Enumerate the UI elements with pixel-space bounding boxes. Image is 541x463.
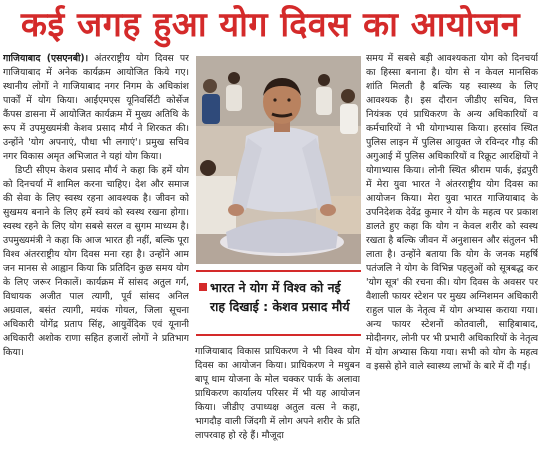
article-paragraph: डिप्टी सीएम केशव प्रसाद मौर्य ने कहा कि हमें योग को दिनचर्या में शामिल करना चाहिए। देश और समाज की सेवा के लिए स्वस्थ रहना आवश्यक है। जीवन को सुखमय बनाने के लिए हमें स्वयं को स्वस्थ रखना होगा। स्वस्थ रहने के लिए योग सबसे सरल व सुगम माध्यम है। उपमुख्यमंत्री ने कहा कि आज भारत ही नहीं, बल्कि पूरा विश्व अंतरराष्ट्रीय योग दिवस मना रहा है। उन्होंने आम जन मानस से आह्वान किया कि प्रतिदिन कुछ समय योग के लिए जरूर निकालें। कार्यक्रम में सांसद अतुल गर्ग, विधायक अजीत पाल त्यागी, पूर्व सांसद अनिल अग्रवाल, बसंत त्यागी, मयंक गोयल, जिला सूचना अधिकारी योगेंद्र प्रताप सिंह, आयुर्वेदिक एवं यूनानी अधिकारी अशोक राणा सहित हजारों लोगों ने प्रतिभाग किया। <box>3 165 189 358</box>
photo-caption <box>196 270 361 336</box>
yoga-photo-illustration <box>196 56 361 264</box>
headline: कई जगह हुआ योग दिवस का आयोजन <box>20 5 521 45</box>
yoga-photo <box>196 56 361 264</box>
caption-text: भारत ने योग में विश्व को नई राह दिखाई : केशव प्रसाद मौर्य <box>210 280 350 314</box>
dateline: गाजियाबाद (एसएनबी)। <box>3 53 89 64</box>
article-column-middle <box>195 345 360 460</box>
article-column-left <box>3 52 189 460</box>
article-paragraph: गाजियाबाद विकास प्राधिकरण ने भी विश्व योग दिवस का आयोजन किया। प्राधिकरण ने मधुबन बापू धाम योजना के मोल चक्कर पार्क के अलावा प्राधिकरण कार्यालय परिसर में भी यह आयोजन किया। जीडीए उपाध्यक्ष अतुल वत्स ने कहा, भागदौड़ वाली जिंदगी में लोग अपने शरीर के प्रति लापरवाह हो रहे हैं। मौजूदा <box>195 346 360 441</box>
article-paragraph <box>3 52 189 164</box>
caption-bullet <box>199 283 207 291</box>
article-paragraph: समय में सबसे बड़ी आवश्यकता योग को दिनचर्या का हिस्सा बनाना है। योग से न केवल मानसिक शांति मिलती है बल्कि यह स्वास्थ्य के लिए आवश्यक है। इस दौरान जीडीए सचिव, वित्त नियंत्रक एवं प्राधिकरण के अन्य अधिकारियों व कर्मचारियों ने भी योगाभ्यास किया। हरसांव स्थित पुलिस लाइन में पुलिस आयुक्त जे रविन्दर गौड़ की अगुआई में पुलिस अधिकारियों व रिक्रूट आरक्षियों ने योगाभ्यास किया। लोनी स्थित श्रीराम पार्क, इंद्रपुरी में मेरा युवा भारत ने अंतरराष्ट्रीय योग दिवस का आयोजन किया। मेरा युवा भारत गाजियाबाद के उपनिदेशक देवेंद्र कुमार ने योग के महत्व पर प्रकाश डालते हुए कहा कि योग न केवल शरीर को स्वस्थ रखता है बल्कि जीवन में अनुशासन और संतुलन भी लाता है। उन्होंने बताया कि योग के जनक महर्षि पतंजलि ने योग के विभिन्न पहलुओं को सूत्रबद्ध कर 'योग सूत्र' की रचना की। योग दिवस के अवसर पर वैशाली फायर स्टेशन पर मुख्य अग्निशमन अधिकारी राहुल पाल के नेतृत्व में योग अभ्यास कराया गया। अन्य फायर स्टेशनों कोतवाली, साहिबाबाद, मोदीनगर, लोनी पर भी प्रभारी अधिकारियों के नेतृत्व में योग अभ्यास किया गया। सभी को योग के महत्व व इससे होने वाले स्वास्थ्य लाभों के बारे में दी गई। <box>366 53 538 372</box>
article-column-right <box>366 52 538 460</box>
paragraph-text: अंतरराष्ट्रीय योग दिवस पर गाजियाबाद में अनेक कार्यक्रम आयोजित किये गए। स्थानीय लोगों ने गाजियाबाद नगर निगम के अधिकांश पार्कों में योग किया। आईएमएस यूनिवर्सिटी कोर्सेज कैंपस डासना में आयोजित कार्यक्रम में मुख्य अतिथि के रूप में उपमुख्यमंत्री केशव प्रसाद मौर्य ने शिरकत की। उन्होंने 'योग अपनाएं, पौधा भी लगाएं'। प्रमुख सचिव नगर विकास अमृत अभिजात ने यहां योग किया। <box>3 53 189 162</box>
